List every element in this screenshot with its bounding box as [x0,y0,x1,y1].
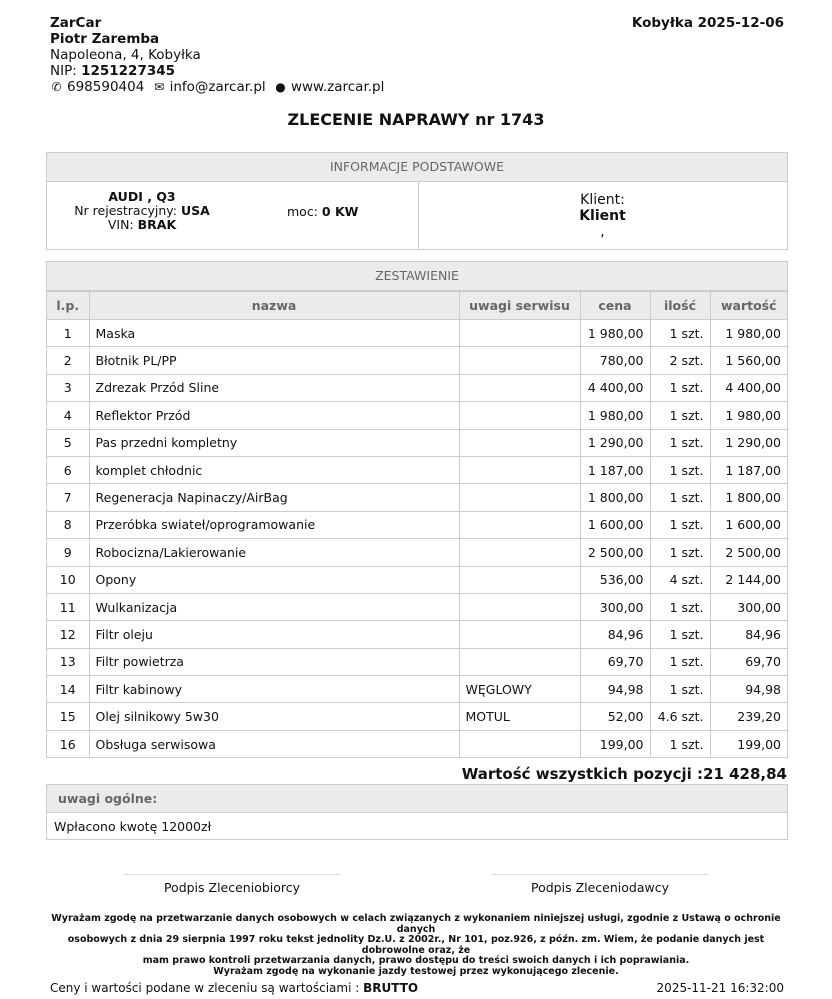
cell-price: 94,98 [580,676,650,703]
client-name: Klient [579,208,626,224]
cell-price: 1 980,00 [580,402,650,429]
col-qty: ilość [650,292,710,320]
cell-qty: 1 szt. [650,374,710,401]
cell-qty: 1 szt. [650,648,710,675]
cell-remarks [459,593,580,620]
cell-lp: 4 [47,402,89,429]
cell-qty: 1 szt. [650,676,710,703]
cell-name: Przeróbka swiateł/oprogramowanie [89,511,459,538]
table-row [47,676,787,703]
client-info [418,182,787,250]
cell-lp: 14 [47,676,89,703]
notes-header: uwagi ogólne: [47,785,787,813]
cell-price: 1 290,00 [580,429,650,456]
table-row [47,703,787,730]
cell-name: Wulkanizacja [89,593,459,620]
cell-value: 69,70 [710,648,787,675]
table-row [47,730,787,757]
cell-value: 1 600,00 [710,511,787,538]
cell-qty: 1 szt. [650,320,710,347]
grand-total: Wartość wszystkich pozycji :21 428,84 [461,765,787,783]
cell-remarks [459,621,580,648]
power-label: moc: [287,204,318,219]
power-value: 0 KW [321,204,359,219]
table-row [47,511,787,538]
website: www.zarcar.pl [290,79,385,95]
price-type-value: BRUTTO [363,981,419,995]
cell-remarks [459,511,580,538]
cell-value: 84,96 [710,621,787,648]
vehicle-info [47,182,419,250]
place-date: Kobyłka 2025-12-06 [631,15,784,31]
cell-lp: 7 [47,484,89,511]
cell-lp: 15 [47,703,89,730]
table-row [47,648,787,675]
cell-qty: 4 szt. [650,566,710,593]
registration [47,204,237,218]
cell-qty: 1 szt. [650,456,710,483]
legal-consent [50,914,782,977]
cell-lp: 9 [47,539,89,566]
table-row [47,484,787,511]
col-price: cena [580,292,650,320]
table-row [47,621,787,648]
cell-value: 300,00 [710,593,787,620]
cell-price: 1 800,00 [580,484,650,511]
signature-client: Podpis Zleceniodawcy [531,880,669,895]
cell-lp: 10 [47,566,89,593]
cell-price: 4 400,00 [580,374,650,401]
registration-label: Nr rejestracyjny: [74,203,177,218]
cell-qty: 1 szt. [650,593,710,620]
col-lp: l.p. [47,292,89,320]
cell-value: 1 980,00 [710,320,787,347]
cell-value: 2 144,00 [710,566,787,593]
table-header-row [47,292,787,320]
cell-value: 239,20 [710,703,787,730]
cell-remarks [459,648,580,675]
cell-qty: 1 szt. [650,511,710,538]
company-name: ZarCar [50,15,102,31]
cell-qty: 1 szt. [650,429,710,456]
cell-price: 536,00 [580,566,650,593]
cell-name: komplet chłodnic [89,456,459,483]
cell-price: 199,00 [580,730,650,757]
cell-lp: 8 [47,511,89,538]
cell-remarks [459,456,580,483]
legal-line: mam prawo kontroli przetwarzania danych, prawo dostępu do treści swoich danych i ich poprawiania. [142,955,690,966]
print-timestamp: 2025-11-21 16:32:00 [656,981,784,995]
table-row [47,320,787,347]
cell-name: Zdrezak Przód Sline [89,374,459,401]
cell-remarks [459,730,580,757]
notes-box [46,784,788,840]
cell-remarks: MOTUL [459,703,580,730]
cell-value: 1 290,00 [710,429,787,456]
table-row [47,593,787,620]
items-header: ZESTAWIENIE [47,262,787,291]
vehicle-model: AUDI , Q3 [108,189,176,204]
cell-name: Opony [89,566,459,593]
company-owner: Piotr Zaremba [50,31,160,47]
cell-name: Filtr kabinowy [89,676,459,703]
col-value: wartość [710,292,787,320]
cell-value: 1 800,00 [710,484,787,511]
cell-value: 2 500,00 [710,539,787,566]
cell-remarks [459,484,580,511]
cell-value: 4 400,00 [710,374,787,401]
cell-name: Błotnik PL/PP [89,347,459,374]
contact-line [50,79,388,95]
cell-price: 52,00 [580,703,650,730]
nip-value: 1251227345 [81,63,176,79]
table-row [47,566,787,593]
cell-lp: 3 [47,374,89,401]
cell-remarks [459,566,580,593]
company-block [50,15,388,95]
cell-price: 1 187,00 [580,456,650,483]
phone-icon: ✆ [51,80,62,94]
vin-value: BRAK [137,217,177,232]
cell-remarks [459,539,580,566]
cell-qty: 1 szt. [650,539,710,566]
basic-info-box [46,152,788,250]
cell-price: 1 600,00 [580,511,650,538]
cell-lp: 5 [47,429,89,456]
legal-line: osobowych z dnia 29 sierpnia 1997 roku tekst jednolity Dz.U. z 2002r., Nr 101, poz.926, z późn. zm. Wiem, że podanie danych jest dobrowolne oraz, że [67,934,765,956]
client-details [418,192,787,240]
cell-price: 300,00 [580,593,650,620]
table-row [47,429,787,456]
cell-value: 1 187,00 [710,456,787,483]
table-row [47,539,787,566]
basic-info-header: INFORMACJE PODSTAWOWE [47,153,787,182]
cell-qty: 1 szt. [650,484,710,511]
col-remarks: uwagi serwisu [459,292,580,320]
cell-remarks [459,320,580,347]
cell-qty: 2 szt. [650,347,710,374]
cell-qty: 1 szt. [650,402,710,429]
col-name: nazwa [89,292,459,320]
vin [47,218,237,232]
cell-lp: 16 [47,730,89,757]
table-row [47,374,787,401]
cell-name: Filtr oleju [89,621,459,648]
cell-name: Regeneracja Napinaczy/AirBag [89,484,459,511]
client-extra: , [600,224,605,240]
price-type-label: Ceny i wartości podane w zleceniu są wartościami : [50,981,360,995]
cell-price: 84,96 [580,621,650,648]
company-nip [50,63,388,79]
items-box [46,261,788,758]
phone: 698590404 [67,79,145,95]
cell-name: Pas przedni kompletny [89,429,459,456]
cell-name: Reflektor Przód [89,402,459,429]
items-table [47,291,787,757]
vin-label: VIN: [107,217,134,232]
cell-name: Olej silnikowy 5w30 [89,703,459,730]
email: info@zarcar.pl [169,79,266,95]
cell-lp: 1 [47,320,89,347]
cell-name: Robocizna/Lakierowanie [89,539,459,566]
registration-value: USA [180,203,210,218]
cell-qty: 1 szt. [650,621,710,648]
signature-line-contractor [123,874,341,875]
cell-lp: 2 [47,347,89,374]
globe-icon: ● [275,80,286,94]
cell-qty: 1 szt. [650,730,710,757]
legal-line: Wyrażam zgodę na przetwarzanie danych osobowych w celach związanych z wykonaniem niniejszej usługi, zgodnie z Ustawą o ochronie danych [51,913,781,935]
cell-value: 94,98 [710,676,787,703]
nip-label: NIP: [50,63,77,79]
cell-remarks [459,374,580,401]
document-title: ZLECENIE NAPRAWY nr 1743 [287,110,545,129]
cell-remarks [459,347,580,374]
signature-line-client [491,874,709,875]
cell-name: Obsługa serwisowa [89,730,459,757]
cell-lp: 12 [47,621,89,648]
notes-text: Wpłacono kwotę 12000zł [54,819,212,834]
signature-contractor: Podpis Zleceniobiorcy [163,880,301,895]
cell-price: 69,70 [580,648,650,675]
engine-power [287,204,358,219]
client-label: Klient: [580,192,625,208]
cell-value: 199,00 [710,730,787,757]
cell-price: 1 980,00 [580,320,650,347]
table-row [47,456,787,483]
cell-remarks [459,402,580,429]
price-type-note [50,981,418,995]
table-row [47,402,787,429]
envelope-icon: ✉ [154,80,165,94]
cell-value: 1 560,00 [710,347,787,374]
cell-remarks: WĘGLOWY [459,676,580,703]
vehicle-details [47,190,237,232]
cell-lp: 11 [47,593,89,620]
legal-line: Wyrażam zgodę na wykonanie jazdy testowej przez wykonującego zlecenie. [213,965,619,977]
cell-lp: 13 [47,648,89,675]
table-row [47,347,787,374]
cell-value: 1 980,00 [710,402,787,429]
cell-price: 780,00 [580,347,650,374]
cell-qty: 4.6 szt. [650,703,710,730]
cell-price: 2 500,00 [580,539,650,566]
cell-name: Maska [89,320,459,347]
cell-name: Filtr powietrza [89,648,459,675]
cell-lp: 6 [47,456,89,483]
company-address: Napoleona, 4, Kobyłka [50,47,201,63]
cell-remarks [459,429,580,456]
